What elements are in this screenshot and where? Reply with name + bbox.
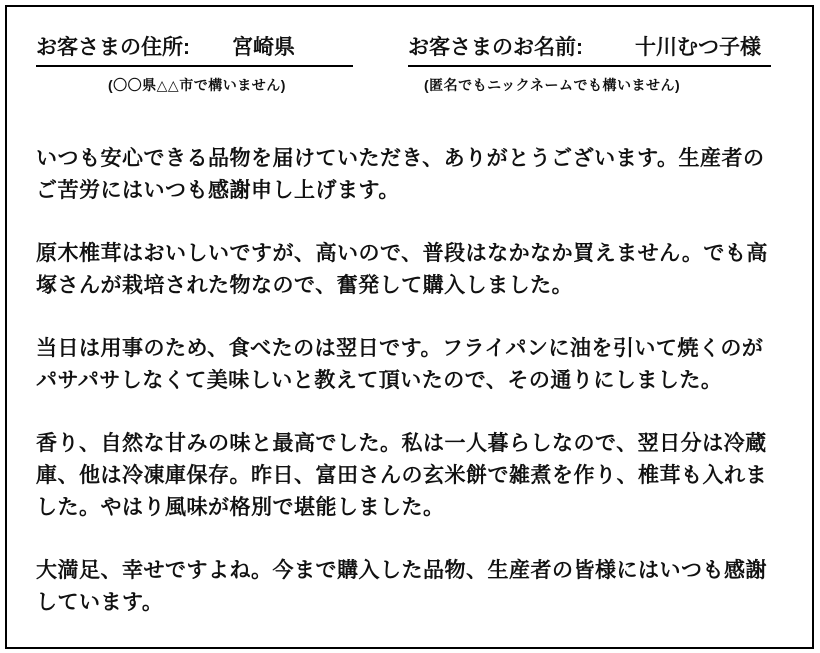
customer-name-label: お客さまのお名前: <box>408 36 583 59</box>
paragraph-3: 当日は用事のため、食べたのは翌日です。フライパンに油を引いて焼くのがパサパサしなくて美味しいと教えて頂いたので、その通りにしました。 <box>36 337 764 392</box>
paragraph-1: いつも安心できる品物を届けていただき、ありがとうございます。生産者のご苦労にはいつも感謝申し上げます。 <box>36 147 765 202</box>
feedback-body <box>36 143 784 619</box>
customer-address-field <box>36 33 353 95</box>
customer-address-note: (〇〇県△△市で構いません) <box>108 77 286 93</box>
header-row <box>36 33 784 95</box>
customer-name-value: 十川むつ子様 <box>635 36 761 59</box>
customer-name-note: (匿名でもニックネームでも構いません) <box>424 77 681 93</box>
customer-name-field <box>408 33 771 95</box>
paragraph-4: 香り、自然な甘みの味と最高でした。私は一人暮らしなので、翌日分は冷蔵庫、他は冷凍庫保存。昨日、富田さんの玄米餅で雑煮を作り、椎茸も入れました。やはり風味が格別で堪能しました。 <box>36 432 767 519</box>
customer-address-line <box>36 33 353 67</box>
customer-address-value: 宮崎県 <box>232 36 295 59</box>
customer-address-label: お客さまの住所: <box>36 36 190 59</box>
customer-name-line <box>408 33 771 67</box>
paragraph-2: 原木椎茸はおいしいですが、高いので、普段はなかなか買えません。でも高塚さんが栽培された物なので、奮発して購入しました。 <box>36 242 768 297</box>
page-border-frame <box>5 5 814 649</box>
paragraph-5: 大満足、幸せですよね。今まで購入した品物、生産者の皆様にはいつも感謝しています。 <box>36 559 767 614</box>
